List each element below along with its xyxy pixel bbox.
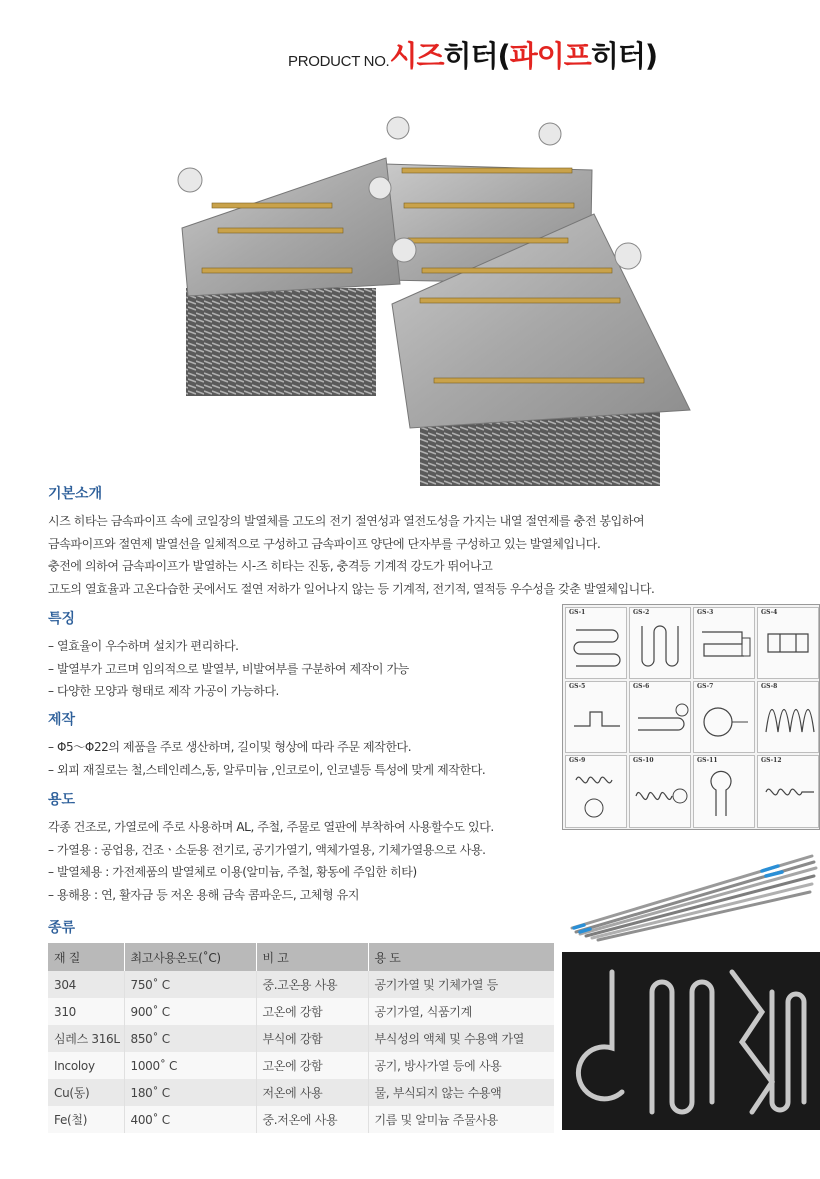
intro-line: 금속파이프와 절연제 발열선을 일체적으로 구성하고 금속파이프 양단에 단자부를 구성하고 있는 발열체입니다. — [48, 536, 601, 551]
shape-cell: GS-4 — [757, 607, 819, 679]
feature-line: – 열효율이 우수하며 설치가 편리하다. — [48, 639, 239, 653]
table-cell: 부식에 강함 — [256, 1025, 368, 1052]
shape-cell: GS-3 — [693, 607, 755, 679]
table-row — [48, 1052, 554, 1079]
usage-line: – 가열용 : 공업용, 건조ㆍ소둔용 전기로, 공기가열기, 액체가열용, 기체가열용으로 사용. — [48, 842, 486, 857]
column-header: 재 질 — [48, 943, 124, 971]
shape-cell: GS-6 — [629, 681, 691, 753]
formed-heaters-image — [562, 952, 820, 1130]
table-cell: Cu(동) — [48, 1079, 124, 1106]
usage-line: – 발열체용 : 가전제품의 발열체로 이용(알미늄, 주철, 황동에 주입한 히타) — [48, 865, 417, 879]
manufacturing-line: – 외피 재질로는 철,스테인레스,동, 알루미늄 ,인코로이, 인코넬등 특성에 맞게 제작한다. — [48, 762, 486, 777]
feature-line: – 발열부가 고르며 임의적으로 발열부, 비발여부를 구분하여 제작이 가능 — [48, 661, 409, 676]
shape-drawing — [630, 608, 691, 679]
shape-cell: GS-7 — [693, 681, 755, 753]
table-cell: 고온에 강함 — [256, 1052, 368, 1079]
manufacturing-line: – Φ5～Φ22의 제품을 주로 생산하며, 길이및 형상에 따라 주문 제작한다. — [48, 740, 412, 754]
table-cell: 304 — [48, 971, 124, 998]
types-table — [48, 943, 554, 1133]
intro-line: 시즈 히타는 금속파이프 속에 코일장의 발열체를 고도의 전기 절연성과 열전도성을 가지는 내열 절연제를 충전 봉입하여 — [48, 514, 645, 528]
table-cell: 400˚ C — [124, 1106, 256, 1133]
table-cell: 공기가열, 식품기계 — [368, 998, 554, 1025]
shape-drawing — [630, 682, 691, 753]
table-row — [48, 971, 554, 998]
table-cell: 부식성의 액체 및 수용액 가열 — [368, 1025, 554, 1052]
table-cell: 750˚ C — [124, 971, 256, 998]
shape-cell: GS-11 — [693, 755, 755, 828]
table-cell: 1000˚ C — [124, 1052, 256, 1079]
feature-line: – 다양한 모양과 형태로 제작 가공이 가능하다. — [48, 684, 279, 698]
column-header: 최고사용온도(˚C) — [124, 943, 256, 971]
shape-cell: GS-9 — [565, 755, 627, 828]
shape-drawing — [758, 608, 819, 679]
heater-shapes-diagram — [562, 604, 820, 830]
shape-cell: GS-10 — [629, 755, 691, 828]
shape-cell: GS-1 — [565, 607, 627, 679]
intro-section — [48, 483, 654, 600]
shape-drawing — [566, 756, 627, 828]
formed-heaters-drawing — [562, 952, 820, 1130]
shape-drawing — [694, 682, 755, 753]
table-cell: 180˚ C — [124, 1079, 256, 1106]
features-section — [48, 608, 409, 703]
table-cell: 저온에 사용 — [256, 1079, 368, 1106]
shape-drawing — [694, 608, 755, 679]
manufacturing-heading: 제작 — [48, 712, 76, 728]
shape-drawing — [758, 682, 819, 753]
table-cell: Fe(철) — [48, 1106, 124, 1133]
shape-drawing — [630, 756, 691, 828]
intro-heading: 기본소개 — [48, 486, 103, 502]
shape-cell: GS-8 — [757, 681, 819, 753]
usage-line: – 용해용 : 연, 활자금 등 저온 용해 금속 콤파운드, 고체형 유지 — [48, 887, 360, 902]
product-no-prefix: PRODUCT NO. — [288, 53, 390, 70]
column-header: 비 고 — [256, 943, 368, 971]
usage-section — [48, 789, 494, 906]
intro-line: 고도의 열효율과 고온다습한 곳에서도 절연 저하가 일어나지 않는 등 기계적, 전기적, 열적등 우수성을 갖춘 발열체입니다. — [48, 581, 655, 596]
shape-cell: GS-5 — [565, 681, 627, 753]
hero-product-image — [172, 108, 692, 486]
table-cell: 공기, 방사가열 등에 사용 — [368, 1052, 554, 1079]
table-row — [48, 998, 554, 1025]
shape-drawing — [758, 756, 819, 828]
shape-drawing — [566, 682, 627, 753]
table-cell: Incoloy — [48, 1052, 124, 1079]
features-heading: 특징 — [48, 611, 76, 627]
table-cell: 물, 부식되지 않는 수용액 — [368, 1079, 554, 1106]
page-title: PRODUCT NO.시즈히터(파이프히터) — [288, 39, 658, 73]
types-heading: 종류 — [48, 920, 76, 936]
table-row — [48, 1106, 554, 1133]
table-cell: 기름 및 알미늄 주물사용 — [368, 1106, 554, 1133]
table-cell: 중.저온에 사용 — [256, 1106, 368, 1133]
table-row — [48, 1079, 554, 1106]
rod-heaters-image — [562, 842, 820, 944]
shape-drawing — [566, 608, 627, 679]
types-section — [48, 917, 75, 944]
table-header-row — [48, 943, 554, 971]
table-cell: 310 — [48, 998, 124, 1025]
shape-cell: GS-2 — [629, 607, 691, 679]
shape-drawing — [694, 756, 755, 828]
column-header: 용 도 — [368, 943, 554, 971]
table-cell: 900˚ C — [124, 998, 256, 1025]
usage-heading: 용도 — [48, 792, 76, 808]
table-cell: 공기가열 및 기체가열 등 — [368, 971, 554, 998]
manufacturing-section — [48, 709, 485, 781]
table-cell: 중.고온용 사용 — [256, 971, 368, 998]
table-cell: 심레스 316L — [48, 1025, 124, 1052]
table-cell: 850˚ C — [124, 1025, 256, 1052]
shape-cell: GS-12 — [757, 755, 819, 828]
table-cell: 고온에 강함 — [256, 998, 368, 1025]
intro-line: 충전에 의하여 금속파이프가 발열하는 시-즈 히타는 진동, 충격등 기계적 강도가 뛰어나고 — [48, 559, 493, 573]
table-row — [48, 1025, 554, 1052]
usage-line: 각종 건조로, 가열로에 주로 사용하며 AL, 주철, 주물로 열판에 부착하여 사용할수도 있다. — [48, 820, 494, 834]
